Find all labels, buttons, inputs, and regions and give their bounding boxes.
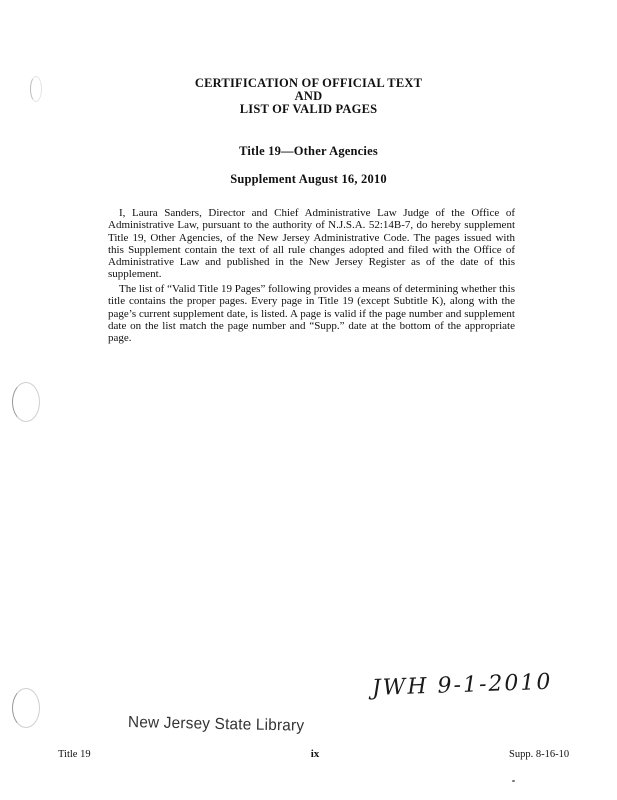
punch-hole-mark — [12, 688, 40, 728]
valid-pages-paragraph: The list of “Valid Title 19 Pages” following provides a means of determining whether this title contains the proper pages. Every page in Title 19 (except Subtitle K), along with the page’s current supplement date, is listed. A page is valid if the page number and supplement date on the list match the page number and “Supp.” date at the bottom of the appropriate page. — [108, 283, 515, 345]
library-stamp: New Jersey State Library — [127, 714, 305, 735]
title-heading: Title 19—Other Agencies — [239, 144, 378, 158]
footer-title: Title 19 — [58, 749, 91, 760]
footer-page-number: ix — [310, 748, 320, 760]
punch-hole-mark — [12, 382, 40, 422]
certification-paragraph: I, Laura Sanders, Director and Chief Administrative Law Judge of the Office of Administrative Law, pursuant to the authority of N.J.S.A. 52:14B-7, do hereby supplement Title 19, Other Agencies, of the New Jersey Administrative Code. The pages issued with this Supplement contain the text of all rule changes adopted and filed with the Office of Administrative Law and published in the New Jersey Register as of the date of this supplement. — [108, 207, 515, 281]
certification-heading-line3: LIST OF VALID PAGES — [239, 102, 378, 116]
supplement-date-heading: Supplement August 16, 2010 — [230, 172, 387, 186]
scan-speck — [512, 780, 515, 782]
footer-supplement-date: Supp. 8-16-10 — [509, 749, 570, 760]
handwritten-initials-date: JWH 9-1-2010 — [371, 669, 553, 701]
certification-heading-line2: AND — [294, 89, 323, 103]
certification-heading-line1: CERTIFICATION OF OFFICIAL TEXT — [194, 76, 423, 90]
